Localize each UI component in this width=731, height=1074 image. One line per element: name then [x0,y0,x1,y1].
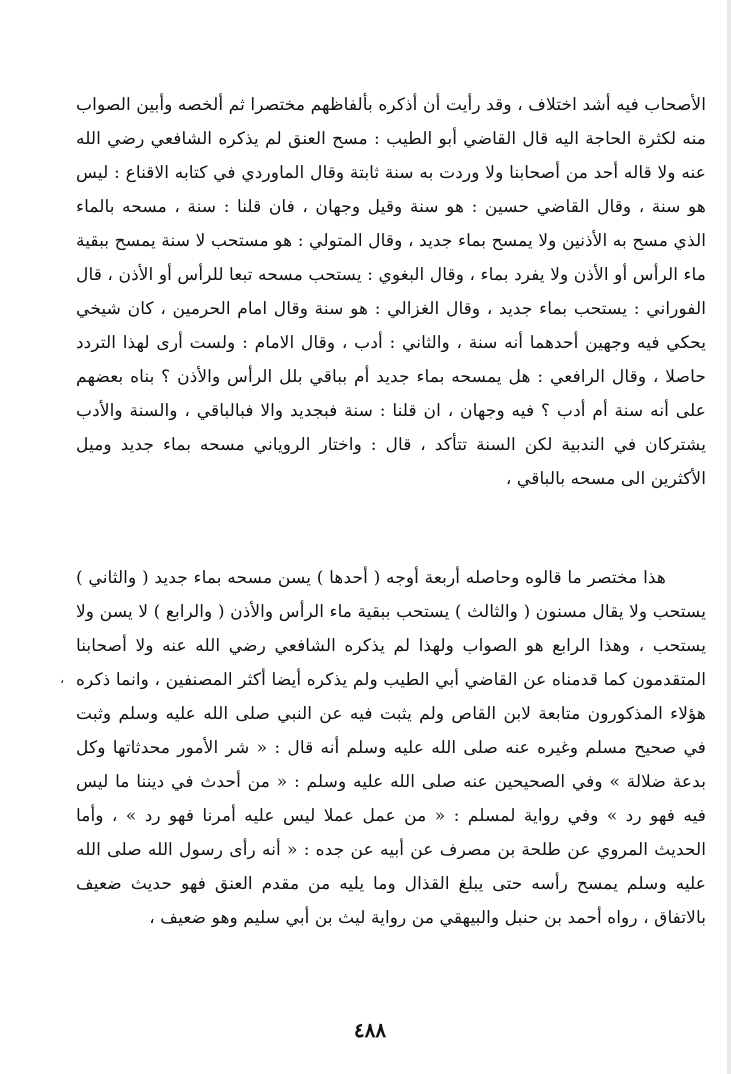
scan-edge [727,0,731,1074]
page-number: ٤٨٨ [353,1018,387,1042]
paragraph-1-text: الأصحاب فيه أشد اختلاف ، وقد رأيت أن أذكره بألفاظهم مختصرا ثم ألخصه وأبين الصواب منه لكثرة الحاجة اليه قال القاضي أبو الطيب : مسح العنق لم يذكره الشافعي رضي الله عنه ولا قاله أحد من أصحابنا ولا وردت به سنة ثابتة وقال الماوردي في كتابه الاقناع : ليس هو سنة ، وقال القاضي حسين : هو سنة وقيل وجهان ، فان قلنا : سنة ، مسحه بالماء الذي مسح به الأذنين ولا يمسح بماء جديد ، وقال المتولي : هو مستحب لا سنة يمسح ببقية ماء الرأس أو الأذن ولا يفرد بماء ، وقال البغوي : يستحب مسحه تبعا للرأس أو الأذن ، قال الفوراني : يستحب بماء جديد ، وقال الغزالي : هو سنة وقال امام الحرمين ، كان شيخي يحكي فيه وجهين أحدهما أنه سنة ، والثاني : أدب ، وقال الامام : ولست أرى لهذا التردد حاصلا ، وقال الرافعي : هل يمسحه بماء جديد أم بباقي بلل الرأس والأذن ؟ بناه بعضهم على أنه سنة أم أدب ؟ فيه وجهان ، ان قلنا : سنة فبجديد والا فبالباقي ، والسنة والأدب يشتركان في الندبية لكن السنة تتأكد ، قال : واختار الروياني مسحه بماء جديد وميل الأكثرين الى مسحه بالباقي ، [76,95,706,489]
paragraph-2-body: هذا مختصر ما قالوه وحاصله أربعة أوجه ( أحدها ) يسن مسحه بماء جديد ( والثاني ) يستحب ولا يقال مسنون ( والثالث ) يستحب ببقية ماء الرأس والأذن ( والرابع ) لا يسن ولا يستحب ، وهذا الرابع هو الصواب ولهذا لم يذكره الشافعي رضي الله عنه ولا أصحابنا المتقدمون كما قدمناه عن القاضي أبي الطيب ولم يذكره أيضا أكثر المصنفين ، وانما ذكره هؤلاء المذكورون متابعة لابن القاص ولم يثبت فيه عن النبي صلى الله عليه وسلم وثبت في صحيح مسلم وغيره عنه صلى الله عليه وسلم أنه قال : « شر الأمور محدثاتها وكل بدعة ضلالة » وفي الصحيحين عنه صلى الله عليه وسلم : « من أحدث في ديننا ما ليس فيه فهو رد » وفي رواية لمسلم : « من عمل عملا ليس عليه أمرنا فهو رد » ، وأما الحديث المروي عن طلحة بن مصرف عن أبيه عن جده : « أنه رأى رسول الله صلى الله عليه وسلم يمسح رأسه حتى يبلغ القذال وما يليه من مقدم العنق فهو حديث ضعيف بالاتفاق ، رواه أحمد بن حنبل والبيهقي من رواية ليث بن أبي سليم وهو ضعيف ، [76,568,706,928]
paragraph-2-text [76,561,706,935]
margin-mark: ، [60,672,65,687]
paragraph-2 [76,561,706,935]
paragraph-1 [76,88,706,496]
